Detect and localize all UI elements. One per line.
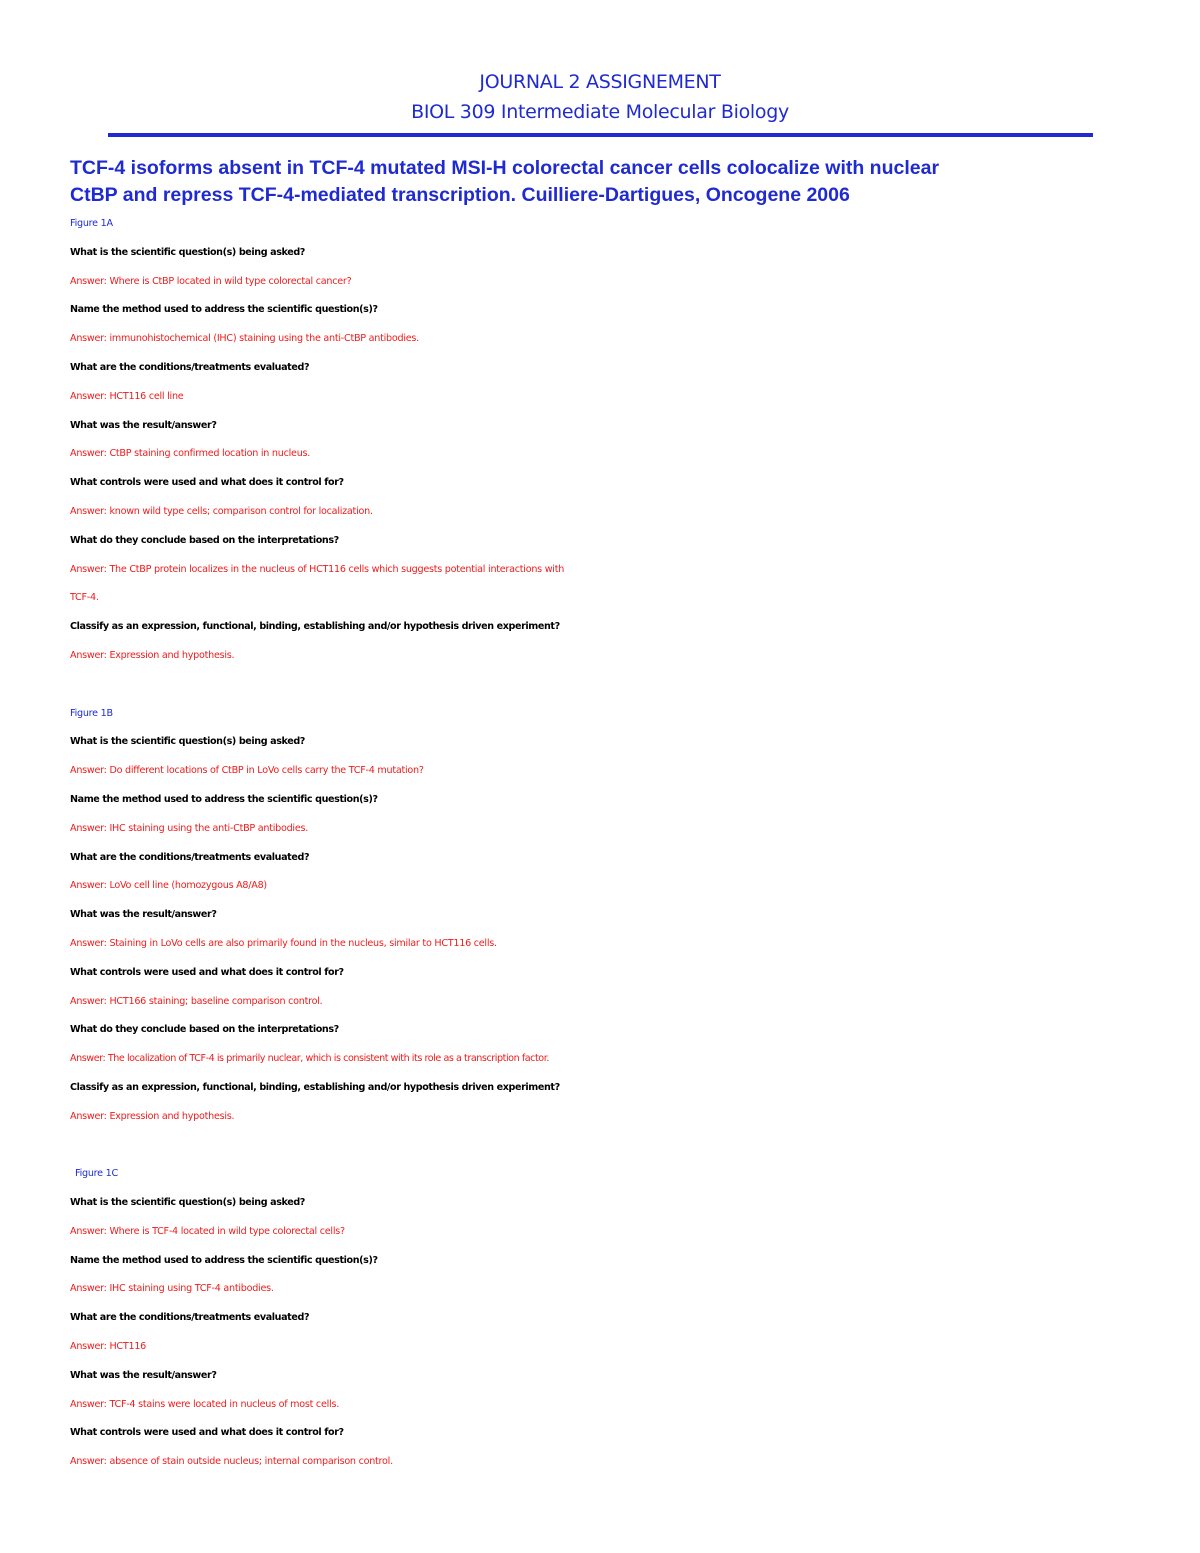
answer-text: Answer: The localization of TCF-4 is primarily nuclear, which is consistent with its role as a transcription factor. [70,1053,549,1065]
figure-label: Figure 1A [70,218,113,229]
section-spacer [70,671,1150,700]
article-citation [70,155,1140,209]
figure-section-1a [70,210,1150,671]
question-text: What do they conclude based on the interpretations? [70,534,339,546]
article-title-line-2: CtBP and repress TCF-4-mediated transcription. Cuilliere-Dartigues, Oncogene 2006 [70,184,850,206]
answer-text: Answer: IHC staining using the anti-CtBP antibodies. [70,822,309,834]
question-text: Name the method used to address the scientific question(s)? [70,304,378,316]
answer-text: Answer: HCT116 cell line [70,390,184,402]
article-title-line-1: TCF-4 isoforms absent in TCF-4 mutated MSI-H colorectal cancer cells colocalize with nuclear [70,157,940,179]
answer-text: Answer: known wild type cells; comparison control for localization. [70,505,373,517]
question-text: What is the scientific question(s) being asked? [70,736,305,748]
question-text: What was the result/answer? [70,909,217,921]
answer-text: Answer: HCT116 [70,1341,147,1353]
question-text: What controls were used and what does it control for? [70,477,344,489]
question-text: What are the conditions/treatments evaluated? [70,851,310,863]
question-text: What are the conditions/treatments evaluated? [70,361,310,373]
question-text: What is the scientific question(s) being asked? [70,246,305,258]
answer-text: Answer: Expression and hypothesis. [70,649,235,661]
answer-text: Answer: CtBP staining confirmed location in nucleus. [70,448,311,460]
question-text: Name the method used to address the scientific question(s)? [70,793,378,805]
question-text: What do they conclude based on the interpretations? [70,1024,339,1036]
figure-label: Figure 1C [75,1168,118,1180]
question-text: What was the result/answer? [70,1369,217,1381]
answer-text: Answer: HCT166 staining; baseline comparison control. [70,995,323,1007]
answer-text-continued: TCF-4. [70,592,99,604]
header-divider [108,133,1093,137]
course-title: BIOL 309 Intermediate Molecular Biology [411,101,789,123]
figure-section-1b [70,700,1150,1132]
answer-text: Answer: LoVo cell line (homozygous A8/A8) [70,880,267,892]
question-text: What was the result/answer? [70,419,217,431]
question-text: What controls were used and what does it control for? [70,966,344,978]
answer-text: Answer: Where is TCF-4 located in wild type colorectal cells? [70,1225,345,1237]
answer-text: Answer: TCF-4 stains were located in nucleus of most cells. [70,1398,339,1410]
assignment-body [70,210,1150,1477]
figure-label: Figure 1B [70,707,113,719]
figure-section-1c [70,1160,1150,1477]
answer-text: Answer: Where is CtBP located in wild type colorectal cancer? [70,275,352,287]
question-text: Name the method used to address the scientific question(s)? [70,1254,378,1266]
answer-text: Answer: Do different locations of CtBP in LoVo cells carry the TCF-4 mutation? [70,765,424,777]
question-text: What are the conditions/treatments evaluated? [70,1312,310,1324]
question-text: What controls were used and what does it control for? [70,1427,344,1439]
answer-text: Answer: Staining in LoVo cells are also primarily found in the nucleus, similar to HCT116 cells. [70,937,497,949]
section-spacer [70,1132,1150,1161]
document-title: JOURNAL 2 ASSIGNEMENT [479,71,721,93]
question-text: Classify as an expression, functional, binding, establishing and/or hypothesis driven experiment? [70,621,560,633]
question-text: What is the scientific question(s) being asked? [70,1197,305,1209]
answer-text: Answer: Expression and hypothesis. [70,1110,235,1122]
answer-text: Answer: The CtBP protein localizes in the nucleus of HCT116 cells which suggests potential interactions with [70,563,565,575]
answer-text: Answer: immunohistochemical (IHC) staining using the anti-CtBP antibodies. [70,333,419,345]
answer-text: Answer: IHC staining using TCF-4 antibodies. [70,1283,274,1295]
question-text: Classify as an expression, functional, binding, establishing and/or hypothesis driven experiment? [70,1081,560,1093]
answer-text: Answer: absence of stain outside nucleus; internal comparison control. [70,1456,393,1468]
